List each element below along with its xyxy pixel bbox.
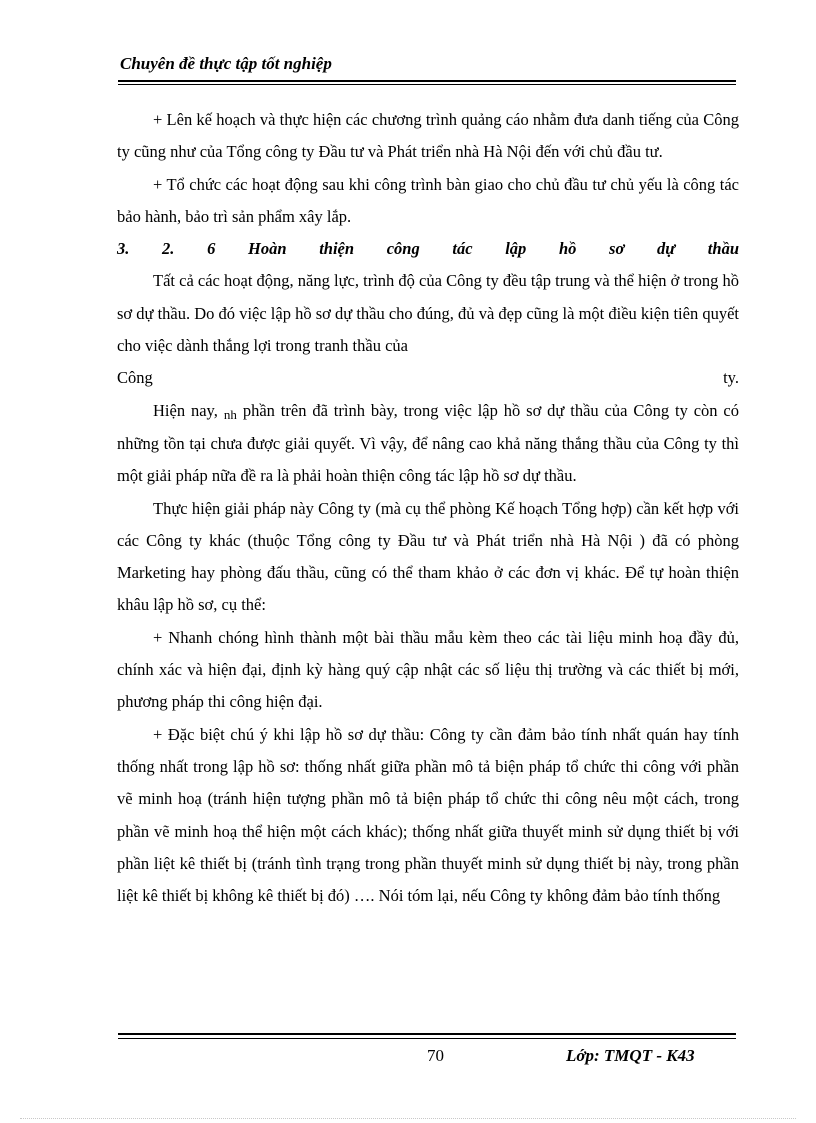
- paragraph-overview-text: Tất cả các hoạt động, năng lực, trình độ của Công ty đều tập trung và thể hiện ở trong hồ sơ dự thầu. Do đó việc lập hồ sơ dự thầu cho đúng, đủ và đẹp cũng là một điều kiện tiên quyết cho việc dành thắng lợi trong tranh thầu của: [117, 271, 739, 356]
- header-rule-thin: [118, 84, 736, 85]
- paragraph-overview: [117, 265, 739, 394]
- paragraph-after-handover: + Tổ chức các hoạt động sau khi công trình bàn giao cho chủ đầu tư chủ yếu là công tác bảo hành, bảo trì sản phẩm xây lắp.: [117, 174, 739, 226]
- running-header-title: Chuyên đề thực tập tốt nghiệp: [120, 54, 332, 73]
- paragraph-current-state: [117, 395, 739, 493]
- section-heading: 3. 2. 6 Hoàn thiện công tác lập hồ sơ dự thầu: [117, 239, 739, 259]
- paragraph-current-state-rest: phần trên đã trình bày, trong việc lập hồ sơ dự thầu của Công ty còn có những tồn tại chưa được giải quyết. Vì vậy, để nâng cao khả năng thắng thầu của Công ty thì một giải pháp nữa đề ra là phải hoàn thiện công tác lập hồ sơ dự thầu.: [117, 400, 739, 486]
- header-rule-thick: [118, 80, 736, 82]
- class-label: Lớp: TMQT - K43: [566, 1046, 695, 1065]
- paragraph-current-state-start: Hiện nay,: [153, 400, 218, 420]
- paragraph-advertising: + Lên kế hoạch và thực hiện các chương trình quảng cáo nhằm đưa danh tiếng của Công ty cũng như của Tổng công ty Đầu tư và Phát triển nhà Hà Nội đến với chủ đầu tư.: [117, 110, 739, 162]
- page-bottom-dotted-border: [20, 1118, 796, 1119]
- document-body: [117, 104, 739, 912]
- inline-fragment: nh: [223, 406, 237, 422]
- paragraph-overview-end: Công ty.: [117, 368, 739, 388]
- paragraph-implementation: Thực hiện giải pháp này Công ty (mà cụ thể phòng Kế hoạch Tổng hợp) cần kết hợp với các Công ty khác (thuộc Tổng công ty Đầu tư và Phát triển nhà Hà Nội ) đã có phòng Marketing hay phòng đấu thầu, cũng có thể tham khảo ở các đơn vị khác. Để tự hoàn thiện khâu lập hồ sơ, cụ thể:: [117, 498, 739, 615]
- paragraph-sample-bid: + Nhanh chóng hình thành một bài thầu mẫu kèm theo các tài liệu minh hoạ đầy đủ, chính xác và hiện đại, định kỳ hàng quý cập nhật các số liệu thị trường và các thiết bị mới, phương pháp thi công hiện đại.: [117, 627, 739, 712]
- footer-rule-thin: [118, 1038, 736, 1039]
- page-number: 70: [427, 1046, 444, 1065]
- footer-rule-thick: [118, 1033, 736, 1035]
- paragraph-consistency: + Đặc biệt chú ý khi lập hồ sơ dự thầu: Công ty cần đảm bảo tính nhất quán hay tính thống nhất trong lập hồ sơ: thống nhất giữa phần mô tả biện pháp tổ chức thi công với phần vẽ minh hoạ (tránh hiện tượng phần mô tả biện pháp tổ chức thi công nêu một cách, trong phần vẽ minh hoạ thể hiện một cách khác); thống nhất giữa thuyết minh sử dụng thiết bị với phần liệt kê thiết bị (tránh tình trạng trong phần thuyết minh sử dụng thiết bị này, trong phần liệt kê thiết bị không kê thiết bị đó) …. Nói tóm lại, nếu Công ty không đảm bảo tính thống: [117, 724, 739, 906]
